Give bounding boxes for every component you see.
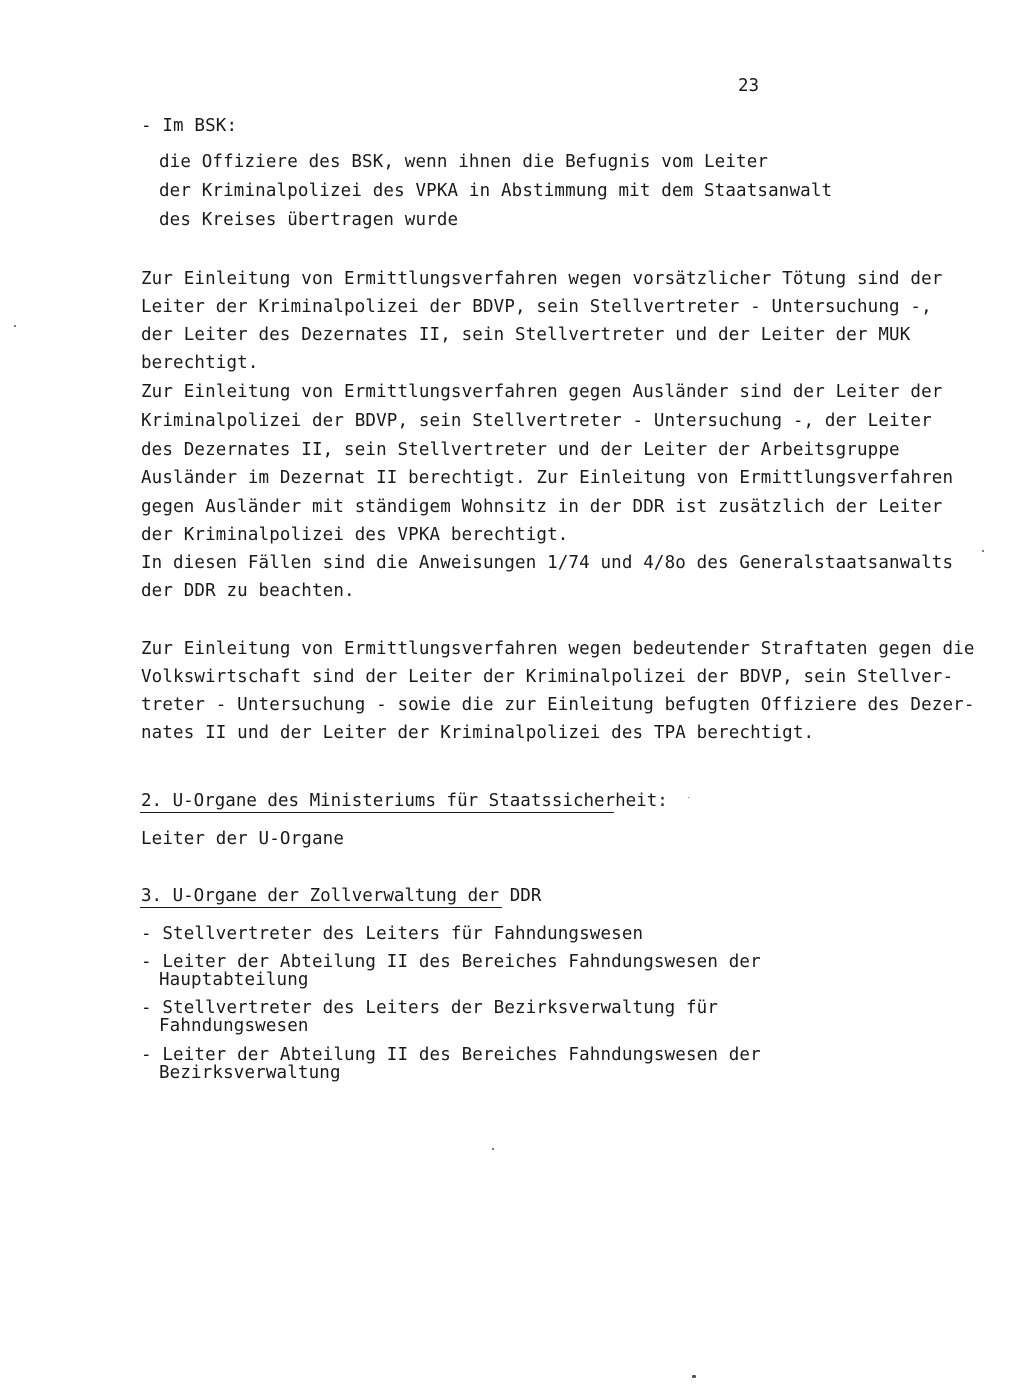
paragraph-line: Kriminalpolizei der BDVP, sein Stellvertreter - Untersuchung -, der Leiter bbox=[141, 411, 932, 431]
list-item: - Leiter der Abteilung II des Bereiches Fahndungswesen der bbox=[141, 952, 761, 972]
paragraph-line: Ausländer im Dezernat II berechtigt. Zur Einleitung von Ermittlungsverfahren bbox=[141, 468, 954, 488]
section-2-heading-underline bbox=[140, 812, 614, 813]
paragraph-line: gegen Ausländer mit ständigem Wohnsitz in der DDR ist zusätzlich der Leiter bbox=[141, 497, 943, 517]
list-item: - Stellvertreter des Leiters für Fahndungswesen bbox=[141, 924, 644, 944]
scan-speck bbox=[492, 1148, 494, 1150]
section-3-heading: 3. U-Organe der Zollverwaltung der DDR bbox=[141, 886, 542, 906]
paragraph-line: Zur Einleitung von Ermittlungsverfahren gegen Ausländer sind der Leiter der bbox=[141, 382, 943, 402]
list-item-continuation: Fahndungswesen bbox=[159, 1016, 309, 1036]
paragraph-line: nates II und der Leiter der Kriminalpolizei des TPA berechtigt. bbox=[141, 723, 815, 743]
list-item: - Stellvertreter des Leiters der Bezirksverwaltung für bbox=[141, 998, 719, 1018]
paragraph-line: treter - Untersuchung - sowie die zur Einleitung befugten Offiziere des Dezer- bbox=[141, 695, 975, 715]
bsk-heading: - Im BSK: bbox=[141, 116, 238, 136]
bsk-line: der Kriminalpolizei des VPKA in Abstimmung mit dem Staatsanwalt bbox=[159, 181, 833, 201]
section-2-heading: 2. U-Organe des Ministeriums für Staatssicherheit: bbox=[141, 791, 668, 811]
section-3-heading-underline bbox=[140, 907, 502, 908]
paragraph-line: der Kriminalpolizei des VPKA berechtigt. bbox=[141, 525, 569, 545]
paragraph-line: der Leiter des Dezernates II, sein Stellvertreter und der Leiter der MUK bbox=[141, 325, 911, 345]
paragraph-line: Zur Einleitung von Ermittlungsverfahren wegen bedeutender Straftaten gegen die bbox=[141, 639, 975, 659]
paragraph-line: In diesen Fällen sind die Anweisungen 1/74 und 4/8o des Generalstaatsanwalts bbox=[141, 553, 954, 573]
scan-speck bbox=[692, 1375, 696, 1378]
paragraph-line: Zur Einleitung von Ermittlungsverfahren wegen vorsätzlicher Tötung sind der bbox=[141, 269, 943, 289]
bsk-line: des Kreises übertragen wurde bbox=[159, 210, 459, 230]
scan-speck bbox=[982, 550, 984, 552]
list-item-continuation: Bezirksverwaltung bbox=[159, 1063, 341, 1083]
paragraph-line: Volkswirtschaft sind der Leiter der Kriminalpolizei der BDVP, sein Stellver- bbox=[141, 667, 954, 687]
paragraph-line: des Dezernates II, sein Stellvertreter und der Leiter der Arbeitsgruppe bbox=[141, 440, 900, 460]
paragraph-line: berechtigt. bbox=[141, 353, 259, 373]
scan-speck bbox=[688, 797, 689, 798]
bsk-line: die Offiziere des BSK, wenn ihnen die Befugnis vom Leiter bbox=[159, 152, 769, 172]
list-item-continuation: Hauptabteilung bbox=[159, 970, 309, 990]
paragraph-line: Leiter der Kriminalpolizei der BDVP, sein Stellvertreter - Untersuchung -, bbox=[141, 297, 932, 317]
page-number: 23 bbox=[738, 76, 760, 96]
scan-speck bbox=[14, 325, 16, 327]
list-item: - Leiter der Abteilung II des Bereiches Fahndungswesen der bbox=[141, 1045, 761, 1065]
section-2-body: Leiter der U-Organe bbox=[141, 829, 345, 849]
paragraph-line: der DDR zu beachten. bbox=[141, 581, 355, 601]
